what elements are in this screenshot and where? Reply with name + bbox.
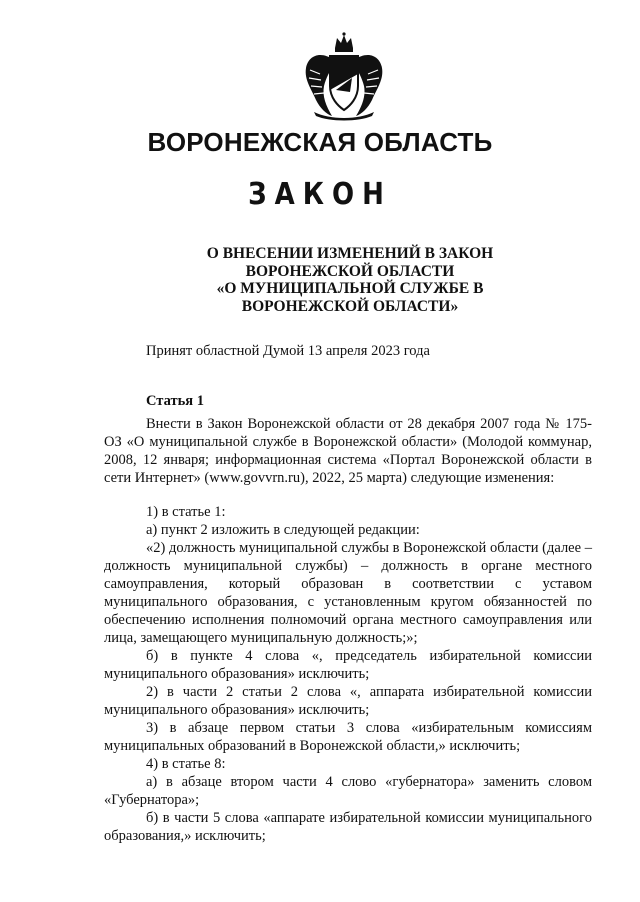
law-title <box>150 245 550 315</box>
voronezh-coat-of-arms-icon <box>300 30 388 122</box>
paragraph: б) в части 5 слова «аппарате избирательной комиссии муниципального образования,» исключить; <box>104 810 592 844</box>
paragraph: Внести в Закон Воронежской области от 28 декабря 2007 года № 175-ОЗ «О муниципальной службе в Воронежской области» (Молодой коммунар, 2008, 12 января; информационная система «Портал Воронежской области в сети Интернет» (www.govvrn.ru), 2022, 25 марта) следующие изменения: <box>104 416 592 486</box>
title-line: О ВНЕСЕНИИ ИЗМЕНЕНИЙ В ЗАКОН <box>206 245 494 262</box>
paragraph: 4) в статье 8: <box>146 756 226 772</box>
paragraph: 2) в части 2 статьи 2 слова «, аппарата избирательной комиссии муниципального образования» исключить; <box>104 684 592 718</box>
paragraph: «2) должность муниципальной службы в Воронежской области (далее – должность муниципальной службы) – должность в органе местного самоуправления, который образован в соответствии с уставом муниципального образования, с установленным кругом обязанностей по обеспечению исполнения полномочий органа местного самоуправления или лица, замещающего муниципальную должность;»; <box>104 540 592 646</box>
adoption-date: Принят областной Думой 13 апреля 2023 года <box>146 343 430 359</box>
paragraph: а) в абзаце втором части 4 слово «губернатора» заменить словом «Губернатора»; <box>104 774 592 808</box>
paragraph: б) в пункте 4 слова «, председатель избирательной комиссии муниципального образования» исключить; <box>104 648 592 682</box>
paragraph: а) пункт 2 изложить в следующей редакции: <box>146 522 420 538</box>
region-heading: ВОРОНЕЖСКАЯ ОБЛАСТЬ <box>147 127 493 157</box>
title-line: «О МУНИЦИПАЛЬНОЙ СЛУЖБЕ В <box>216 280 484 297</box>
article-heading: Статья 1 <box>146 393 204 409</box>
paragraph: 3) в абзаце первом статьи 3 слова «избирательным комиссиям муниципальных образований в Воронежской области,» исключить; <box>104 720 592 754</box>
article-body <box>104 415 592 845</box>
title-line: ВОРОНЕЖСКОЙ ОБЛАСТИ <box>245 262 455 280</box>
paragraph: 1) в статье 1: <box>146 504 226 520</box>
title-line: ВОРОНЕЖСКОЙ ОБЛАСТИ» <box>241 297 459 315</box>
document-type-heading: ЗАКОН <box>248 177 392 213</box>
